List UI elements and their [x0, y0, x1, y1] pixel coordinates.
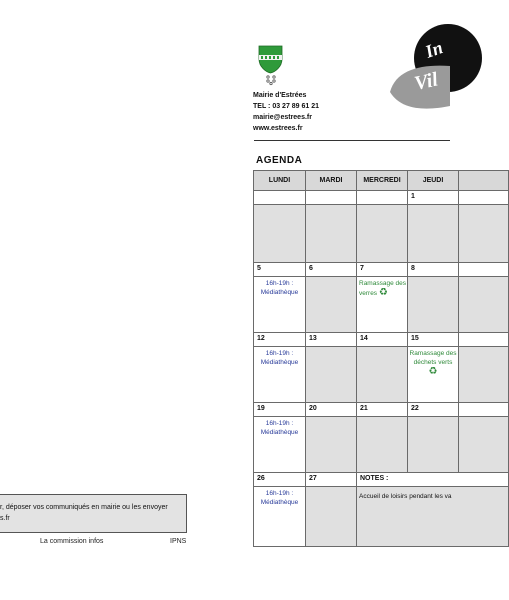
date-number: 5	[254, 263, 306, 277]
website-address: www.estrees.fr	[253, 125, 303, 132]
day-header-jeudi: JEUDI	[408, 171, 459, 191]
date-number	[459, 333, 509, 347]
date-number: 7	[357, 263, 408, 277]
date-number: 12	[254, 333, 306, 347]
day-cell	[306, 487, 357, 547]
coat-of-arms-icon	[258, 45, 283, 74]
day-cell	[254, 277, 306, 333]
recycle-icon: ♻	[428, 366, 438, 377]
date-number: 15	[408, 333, 459, 347]
notes-cell	[357, 487, 509, 547]
footer-notice-text-2: s.fr	[0, 515, 10, 522]
event-mediatheque: 16h-19h : Médiathèque	[260, 350, 299, 366]
footer-credit: La commission infos	[40, 538, 104, 545]
date-number: 14	[357, 333, 408, 347]
event-mediatheque: 16h-19h : Médiathèque	[260, 420, 299, 436]
footer-notice-box	[0, 494, 187, 533]
day-header-mercredi: MERCREDI	[357, 171, 408, 191]
date-number	[459, 191, 509, 205]
date-number	[254, 191, 306, 205]
date-number: 22	[408, 403, 459, 417]
date-number	[459, 403, 509, 417]
footer-ipns: IPNS	[170, 538, 187, 545]
event-ramassage-verts	[408, 347, 458, 377]
day-header-vendredi	[459, 171, 509, 191]
agenda-title: AGENDA	[256, 155, 303, 166]
event-ramassage-verts-text: Ramassage des déchets verts	[409, 350, 457, 366]
date-number: 1	[408, 191, 459, 205]
date-number: 19	[254, 403, 306, 417]
recycle-icon: ♻	[378, 287, 388, 298]
day-cell	[306, 417, 357, 473]
mairie-name: Mairie d'Estrées	[253, 92, 307, 99]
event-ramassage-verres	[357, 277, 407, 298]
date-number	[459, 263, 509, 277]
event-ramassage-verres-text: Ramassage des verres	[359, 280, 406, 297]
day-cell	[357, 417, 408, 473]
day-cell	[459, 417, 509, 473]
phone-number: TEL : 03 27 89 61 21	[253, 103, 320, 110]
event-mediatheque: 16h-19h : Médiathèque	[260, 490, 299, 506]
day-cell	[357, 205, 408, 263]
banner-text-bottom: Vil	[412, 68, 440, 95]
day-cell	[254, 347, 306, 403]
day-cell	[408, 277, 459, 333]
date-number: 6	[306, 263, 357, 277]
date-number	[306, 191, 357, 205]
day-cell	[306, 205, 357, 263]
day-cell	[306, 347, 357, 403]
chain-ornament-icon	[265, 75, 277, 85]
day-cell	[408, 205, 459, 263]
day-cell	[254, 487, 306, 547]
date-number: 8	[408, 263, 459, 277]
day-cell	[459, 205, 509, 263]
day-header-lundi: LUNDI	[254, 171, 306, 191]
day-header-mardi: MARDI	[306, 171, 357, 191]
date-number: 21	[357, 403, 408, 417]
day-cell	[306, 277, 357, 333]
banner-text-top: In	[422, 37, 446, 62]
day-cell	[357, 347, 408, 403]
day-cell	[408, 347, 459, 403]
date-number: 26	[254, 473, 306, 487]
notes-text: Accueil de loisirs pendant les va	[359, 493, 452, 500]
day-cell	[459, 277, 509, 333]
event-mediatheque: 16h-19h : Médiathèque	[260, 280, 299, 296]
day-cell	[254, 417, 306, 473]
day-cell	[408, 417, 459, 473]
day-cell	[254, 205, 306, 263]
info-ville-banner-logo	[390, 20, 450, 115]
date-number	[357, 191, 408, 205]
header-divider	[254, 140, 450, 141]
footer-notice-text: r, déposer vos communiqués en mairie ou les envoyer	[0, 504, 168, 511]
day-cell	[459, 347, 509, 403]
date-number: 27	[306, 473, 357, 487]
agenda-calendar	[253, 170, 509, 547]
date-number: 13	[306, 333, 357, 347]
email-address: mairie@estrees.fr	[253, 114, 312, 121]
contact-block	[253, 90, 319, 134]
day-cell	[357, 277, 408, 333]
date-number: 20	[306, 403, 357, 417]
notes-label: NOTES :	[357, 473, 509, 487]
